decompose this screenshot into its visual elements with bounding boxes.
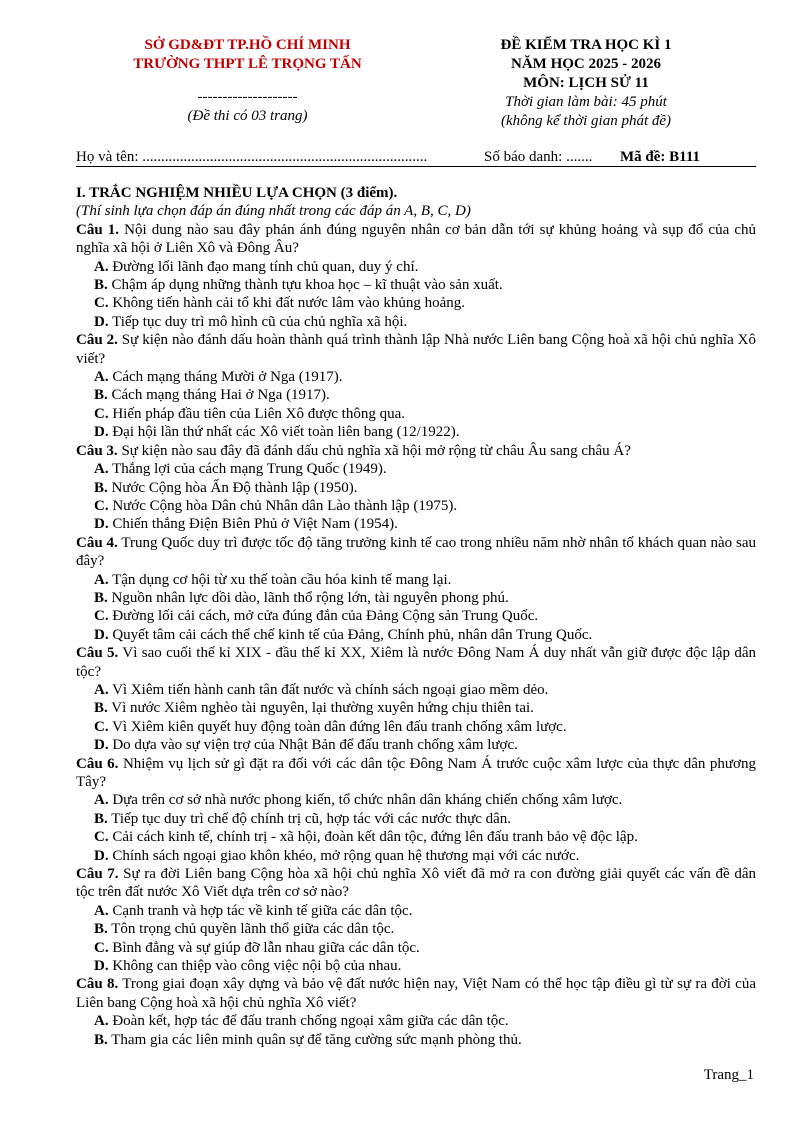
- option-text: Đại hội lần thứ nhất các Xô viết toàn liên bang (12/1922).: [108, 424, 460, 441]
- exam-title: ĐỀ KIỂM TRA HỌC KÌ 1: [500, 37, 672, 53]
- option-text: Thắng lợi của cách mạng Trung Quốc (1949).: [108, 461, 387, 478]
- option-label: C.: [94, 295, 109, 312]
- option-label: B.: [94, 921, 108, 938]
- question-text: Sự ra đời Liên bang Cộng hòa xã hội chủ nghĩa Xô viết đã mở ra con đường giải quyết các vấn đề dân tộc trên đất nước Xô Viết dựa trên cơ sở nào?: [76, 866, 756, 901]
- answer-option: [76, 258, 756, 276]
- option-label: C.: [94, 718, 109, 735]
- question-list: [76, 221, 756, 1049]
- header-rule: [76, 166, 756, 167]
- answer-option: [76, 736, 756, 754]
- option-label: B.: [94, 387, 108, 404]
- student-name-field: Họ và tên: ............................................................................: [76, 149, 428, 165]
- option-text: Cách mạng tháng Hai ở Nga (1917).: [107, 387, 330, 404]
- option-text: Nguồn nhân lực dồi dào, lãnh thổ rộng lớn, tài nguyên phong phú.: [107, 589, 509, 606]
- question: [76, 755, 756, 792]
- question-text: Vì sao cuối thế kỉ XIX - đầu thế kỉ XX, Xiêm là nước Đông Nam Á duy nhất vẫn giữ được độc lập dân tộc?: [76, 645, 756, 680]
- question: [76, 975, 756, 1012]
- answer-option: [76, 920, 756, 938]
- question-label: Câu 4.: [76, 534, 118, 551]
- option-text: Vì Xiêm tiến hành canh tân đất nước và chính sách ngoại giao mềm dẻo.: [108, 681, 549, 698]
- option-label: D.: [94, 626, 109, 643]
- answer-option: [76, 607, 756, 625]
- subject-title: MÔN: LỊCH SỬ 11: [523, 75, 649, 91]
- option-label: B.: [94, 700, 108, 717]
- question-text: Nhiệm vụ lịch sử gì đặt ra đối với các dân tộc Đông Nam Á trước cuộc xâm lược của thực dân phương Tây?: [76, 755, 756, 790]
- section-title: I. TRẮC NGHIỆM NHIỀU LỰA CHỌN (3 điểm).: [76, 185, 398, 201]
- answer-option: [76, 497, 756, 515]
- option-text: Nước Cộng hòa Ấn Độ thành lập (1950).: [107, 479, 358, 496]
- answer-option: [76, 681, 756, 699]
- exam-code: Mã đề: B111: [620, 149, 701, 165]
- option-label: A.: [94, 902, 109, 919]
- answer-option: [76, 423, 756, 441]
- option-label: D.: [94, 958, 109, 975]
- answer-option: [76, 571, 756, 589]
- answer-option: [76, 902, 756, 920]
- answer-option: [76, 405, 756, 423]
- question-text: Sự kiện nào đánh dấu hoàn thành quá trình thành lập Nhà nước Liên bang Cộng hoà xã hội chủ nghĩa Xô viết?: [76, 332, 756, 367]
- option-text: Tiếp tục duy trì chế độ chính trị cũ, hợp tác với các nước thực dân.: [107, 810, 512, 827]
- option-label: A.: [94, 571, 109, 588]
- answer-option: [76, 276, 756, 294]
- option-text: Quyết tâm cải cách thể chế kinh tế của Đảng, Chính phủ, nhân dân Trung Quốc.: [108, 626, 593, 643]
- question-text: Sự kiện nào sau đây đã đánh dấu chủ nghĩa xã hội mở rộng từ châu Âu sang châu Á?: [117, 442, 631, 459]
- header-divider-dashes: --------------------: [197, 89, 298, 105]
- option-text: Chính sách ngoại giao khôn khéo, mở rộng quan hệ thương mại với các nước.: [108, 847, 580, 864]
- answer-option: [76, 810, 756, 828]
- option-label: B.: [94, 1031, 108, 1048]
- question: [76, 865, 756, 902]
- answer-option: [76, 368, 756, 386]
- option-text: Đoàn kết, hợp tác để đấu tranh chống ngoại xâm giữa các dân tộc.: [108, 1013, 509, 1030]
- section-instruction: (Thí sinh lựa chọn đáp án đúng nhất trong các đáp án A, B, C, D): [76, 203, 471, 220]
- option-label: D.: [94, 313, 109, 330]
- time-limit: Thời gian làm bài: 45 phút: [505, 94, 667, 110]
- option-text: Đường lối lãnh đạo mang tính chủ quan, duy ý chí.: [108, 258, 419, 275]
- answer-option: [76, 1031, 756, 1049]
- option-text: Không tiến hành cải tổ khi đất nước lâm vào khủng hoảng.: [108, 295, 465, 312]
- time-limit-note: (không kể thời gian phát đề): [500, 113, 672, 129]
- option-label: C.: [94, 939, 109, 956]
- question-label: Câu 2.: [76, 332, 118, 349]
- option-text: Cạnh tranh và hợp tác về kinh tế giữa các dân tộc.: [108, 902, 413, 919]
- answer-option: [76, 718, 756, 736]
- option-text: Vì Xiêm kiên quyết huy động toàn dân đứng lên đấu tranh chống xâm lược.: [108, 718, 567, 735]
- option-label: D.: [94, 516, 109, 533]
- header-left: [60, 36, 435, 126]
- question: [76, 534, 756, 571]
- option-label: A.: [94, 1013, 109, 1030]
- option-label: B.: [94, 589, 108, 606]
- question-text: Nội dung nào sau đây phản ánh đúng nguyên nhân cơ bản dẫn tới sự khủng hoảng và sụp đổ của chủ nghĩa xã hội ở Liên Xô và Đông Âu?: [76, 221, 756, 257]
- question-text: Trong giai đoạn xây dựng và bảo vệ đất nước hiện nay, Việt Nam có thể học tập điều gì từ sự ra đời của Liên bang Cộng hoà xã hội chủ nghĩa Xô viết?: [76, 976, 756, 1011]
- option-text: Do dựa vào sự viện trợ của Nhật Bản để đấu tranh chống xâm lược.: [108, 737, 518, 754]
- option-text: Chiến thắng Điện Biên Phủ ở Việt Nam (1954).: [108, 516, 398, 533]
- answer-option: [76, 939, 756, 957]
- option-text: Tham gia các liên minh quân sự để tăng cường sức mạnh phòng thủ.: [107, 1031, 522, 1048]
- question: [76, 221, 756, 258]
- option-label: A.: [94, 258, 109, 275]
- answer-option: [76, 479, 756, 497]
- answer-option: [76, 626, 756, 644]
- exam-content: [76, 184, 756, 1049]
- school-year: NĂM HỌC 2025 - 2026: [511, 56, 661, 72]
- option-text: Dựa trên cơ sở nhà nước phong kiến, tổ chức nhân dân kháng chiến chống xâm lược.: [108, 792, 623, 809]
- answer-option: [76, 847, 756, 865]
- school-name: TRƯỜNG THPT LÊ TRỌNG TẤN: [133, 56, 362, 72]
- option-label: D.: [94, 847, 109, 864]
- answer-option: [76, 515, 756, 533]
- answer-option: [76, 460, 756, 478]
- option-text: Chậm áp dụng những thành tựu khoa học – kĩ thuật vào sản xuất.: [107, 277, 503, 294]
- answer-option: [76, 294, 756, 312]
- question: [76, 442, 756, 460]
- answer-option: [76, 828, 756, 846]
- option-label: D.: [94, 424, 109, 441]
- option-label: D.: [94, 737, 109, 754]
- option-text: Tận dụng cơ hội từ xu thế toàn cầu hóa kinh tế mang lại.: [108, 571, 452, 588]
- option-label: B.: [94, 277, 108, 294]
- question-label: Câu 8.: [76, 976, 119, 993]
- question: [76, 644, 756, 681]
- answer-option: [76, 313, 756, 331]
- answer-option: [76, 386, 756, 404]
- answer-option: [76, 699, 756, 717]
- question-label: Câu 6.: [76, 755, 119, 772]
- student-id-field: Số báo danh: .......: [484, 149, 593, 165]
- header-right: [478, 36, 694, 131]
- option-label: A.: [94, 369, 109, 386]
- option-text: Hiến pháp đầu tiên của Liên Xô được thông qua.: [108, 405, 405, 422]
- question-text: Trung Quốc duy trì được tốc độ tăng trưởng kinh tế cao trong nhiều năm nhờ nhân tố khách quan nào sau đây?: [76, 534, 756, 570]
- answer-option: [76, 957, 756, 975]
- option-label: C.: [94, 405, 109, 422]
- option-text: Không can thiệp vào công việc nội bộ của nhau.: [108, 958, 402, 975]
- option-label: C.: [94, 608, 109, 625]
- answer-option: [76, 1012, 756, 1030]
- option-label: B.: [94, 479, 108, 496]
- page-count-note: (Đề thi có 03 trang): [187, 108, 308, 124]
- option-text: Tiếp tục duy trì mô hình cũ của chủ nghĩa xã hội.: [108, 313, 408, 330]
- page-number: Trang_1: [703, 1067, 754, 1083]
- question-label: Câu 5.: [76, 645, 119, 662]
- option-label: A.: [94, 461, 109, 478]
- question-label: Câu 7.: [76, 866, 119, 883]
- answer-option: [76, 589, 756, 607]
- option-label: B.: [94, 810, 108, 827]
- option-text: Cải cách kinh tế, chính trị - xã hội, đoàn kết dân tộc, đứng lên đấu tranh bảo vệ độc lập.: [108, 829, 638, 846]
- option-label: A.: [94, 681, 109, 698]
- option-text: Cách mạng tháng Mười ở Nga (1917).: [108, 369, 343, 386]
- option-text: Bình đẳng và sự giúp đỡ lẫn nhau giữa các dân tộc.: [108, 939, 420, 956]
- option-label: A.: [94, 792, 109, 809]
- student-info-row: [76, 147, 756, 167]
- option-text: Đường lối cải cách, mở cửa đúng đắn của Đảng Cộng sản Trung Quốc.: [108, 608, 539, 625]
- department-name: SỞ GD&ĐT TP.HỒ CHÍ MINH: [144, 37, 351, 53]
- option-text: Tôn trọng chủ quyền lãnh thổ giữa các dân tộc.: [107, 921, 395, 938]
- option-label: C.: [94, 497, 109, 514]
- question-label: Câu 1.: [76, 221, 120, 238]
- option-text: Vì nước Xiêm nghèo tài nguyên, lại thường xuyên hứng chịu thiên tai.: [107, 700, 534, 717]
- option-label: C.: [94, 829, 109, 846]
- question-label: Câu 3.: [76, 442, 118, 459]
- answer-option: [76, 791, 756, 809]
- question: [76, 331, 756, 368]
- option-text: Nước Cộng hòa Dân chủ Nhân dân Lào thành lập (1975).: [108, 497, 458, 514]
